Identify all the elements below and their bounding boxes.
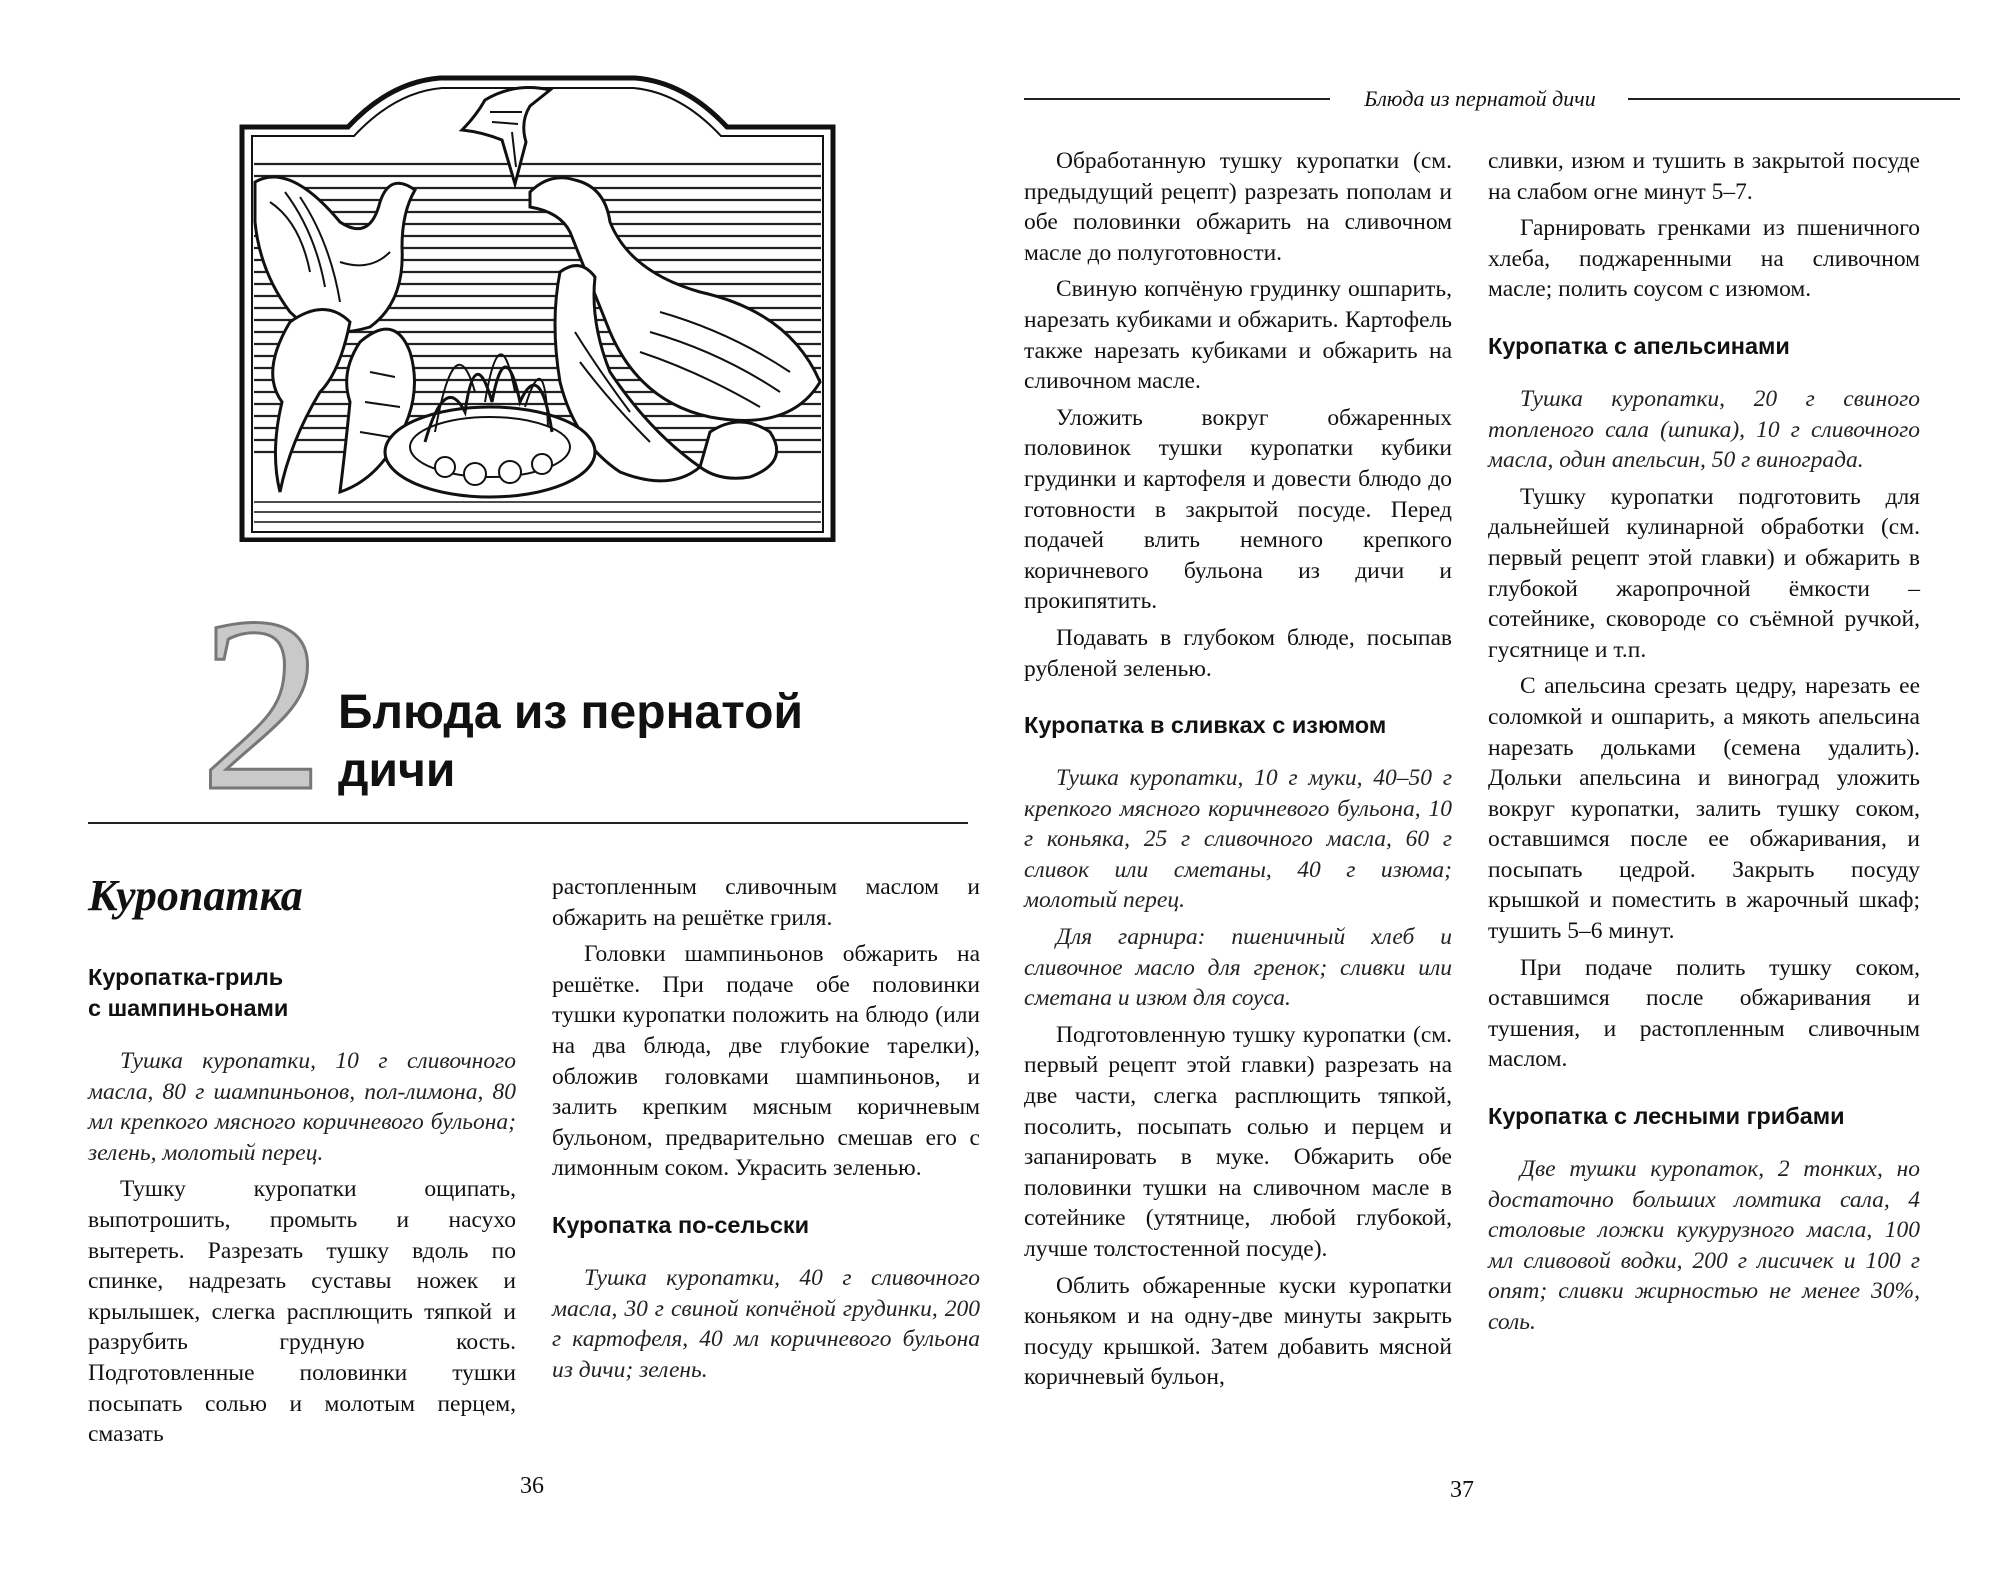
recipe-ingredients: Тушка куропатки, 10 г сливочного масла, 80 г шампиньонов, пол-лимона, 80 мл крепкого мясного коричневого бульона; зелень, молотый перец. bbox=[88, 1048, 516, 1166]
recipe-paragraph-continued: растопленным сливочным маслом и обжарить на решётке гриля. bbox=[552, 874, 980, 931]
left-column-1 bbox=[88, 962, 516, 1456]
recipe-paragraph: С апельсина срезать цедру, нарезать ее соломкой и ошпарить, а мякоть апельсина нарезать дольками (семена удалить). Дольки апельсина и виноград уложить вокруг куропатки, залить тушку соком, оставшимся после ее обжаривания, и посыпать цедрой. Закрыть посуду крышкой и поместить в жарочный шкаф; тушить 5–6 минут. bbox=[1488, 673, 1920, 945]
left-column-2 bbox=[552, 872, 980, 1391]
recipe-paragraph: Обработанную тушку куропатки (см. предыдущий рецепт) разрезать пополам и обе половинки обжарить на сливочном масле до полуготовности. bbox=[1024, 148, 1452, 266]
recipe-paragraph: Уложить вокруг обжаренных половинок тушки куропатки кубики грудинки и картофеля и довести блюдо до готовности в закрытой посуде. Перед подачей влить немного крепкого коричневого бульона из дичи и прокипятить. bbox=[1024, 404, 1452, 615]
recipe-title-line2: с шампиньонами bbox=[88, 995, 289, 1021]
recipe-garnish: Для гарнира: пшеничный хлеб и сливочное масло для гренок; сливки или сметана и изюм для соуса. bbox=[1024, 924, 1452, 1012]
chapter-divider bbox=[88, 822, 968, 824]
recipe-paragraph: Свиную копчёную грудинку ошпарить, нарезать кубиками и обжарить. Картофель также нарезать кубиками и обжарить на сливочном масле. bbox=[1024, 276, 1452, 395]
recipe-title-line1: Куропатка-гриль bbox=[88, 964, 284, 990]
recipe-paragraph-continued: сливки, изюм и тушить в закрытой посуде на слабом огне минут 5–7. bbox=[1488, 148, 1920, 205]
recipe-paragraph: Тушку куропатки подготовить для дальнейшей кулинарной обработки (см. первый рецепт этой главки) и обжарить в глубокой жаропрочной ёмкости – сотейнике, сковороде со съёмной ручкой, гусятнице и т.п. bbox=[1488, 483, 1920, 663]
right-column-2 bbox=[1488, 146, 1920, 1344]
recipe-paragraph: Тушку куропатки ощипать, выпотрошить, промыть и насухо вытереть. Разрезать тушку вдоль по спинке, надрезать суставы ножек и крылышек, слегка расплющить тяпкой и разрубить грудную кость. Подготовленные половинки тушки посыпать солью и молотым перцем, смазать bbox=[88, 1176, 516, 1448]
chapter-number: 2 bbox=[199, 566, 325, 843]
header-rule-right bbox=[1628, 98, 1960, 100]
chapter-title-line1: Блюда из пернатой bbox=[338, 686, 803, 739]
recipe-title: Куропатка с апельсинами bbox=[1488, 332, 1790, 359]
page-number-right: 37 bbox=[1450, 1477, 1474, 1503]
recipe-ingredients: Тушка куропатки, 20 г свиного топленого сала (шпика), 10 г сливочного масла, один апельсин, 50 г винограда. bbox=[1488, 385, 1920, 474]
recipe-paragraph: При подаче полить тушку соком, оставшимся после обжаривания и тушения, и растопленным сливочным маслом. bbox=[1488, 954, 1920, 1073]
recipe-paragraph: Облить обжаренные куски куропатки коньяком и на одну-две минуты закрыть посуду крышкой. Затем добавить мясной коричневый бульон, bbox=[1024, 1272, 1452, 1391]
running-header bbox=[1024, 86, 1960, 112]
chapter-title-line2: дичи bbox=[338, 744, 456, 797]
recipe-ingredients: Тушка куропатки, 10 г муки, 40–50 г крепкого мясного коричневого бульона, 10 г коньяка, 25 г сливочного масла, 60 г сливок или сметаны, 40 г изюма; молотый перец. bbox=[1024, 765, 1452, 914]
recipe-paragraph: Головки шампиньонов обжарить на решётке. При подаче обе половинки тушки куропатки положить на блюдо (или на два блюда, две глубокие тарелки), обложив головками шампиньонов, и залить крепким мясным коричневым бульоном, предварительно смешав его с лимонным соком. Украсить зеленью. bbox=[552, 941, 980, 1182]
recipe-title: Куропатка в сливках с изюмом bbox=[1024, 712, 1387, 739]
right-column-1 bbox=[1024, 146, 1452, 1399]
recipe-ingredients: Две тушки куропаток, 2 тонких, но достаточно больших ломтика сала, 4 столовые ложки кукурузного масла, 100 мл сливовой водки, 200 г лисичек и 100 г опят; сливки жирностью не менее 30%, соль. bbox=[1488, 1156, 1920, 1335]
recipe-paragraph: Подавать в глубоком блюде, посыпав рубленой зеленью. bbox=[1024, 624, 1452, 682]
section-title: Куропатка bbox=[88, 871, 303, 920]
recipe-paragraph: Подготовленную тушку куропатки (см. первый рецепт этой главки) разрезать на две части, слегка расплющить тяпкой, посолить, посыпать солью и перцем и запанировать в муке. Обжарить обе половинки тушки на сливочном масле в сотейнике (утятнице, любой глубокой, лучше толстостенной посуде). bbox=[1024, 1021, 1452, 1262]
running-header-text: Блюда из пернатой дичи bbox=[1364, 86, 1596, 111]
header-rule-left bbox=[1024, 98, 1330, 100]
recipe-title: Куропатка по-сельски bbox=[552, 1211, 810, 1238]
right-page bbox=[1000, 0, 2000, 1571]
chapter-title bbox=[338, 684, 878, 800]
recipe-title bbox=[88, 962, 516, 1024]
game-birds-illustration bbox=[230, 72, 845, 542]
page-number-left: 36 bbox=[520, 1473, 544, 1499]
recipe-title: Куропатка с лесными грибами bbox=[1488, 1103, 1845, 1130]
recipe-ingredients: Тушка куропатки, 40 г сливочного масла, 30 г свиной копчёной грудинки, 200 г картофеля, 40 мл коричневого бульона из дичи; зелень. bbox=[552, 1264, 980, 1383]
recipe-paragraph: Гарнировать гренками из пшеничного хлеба, поджаренными на сливочном масле; полить соусом с изюмом. bbox=[1488, 215, 1920, 303]
